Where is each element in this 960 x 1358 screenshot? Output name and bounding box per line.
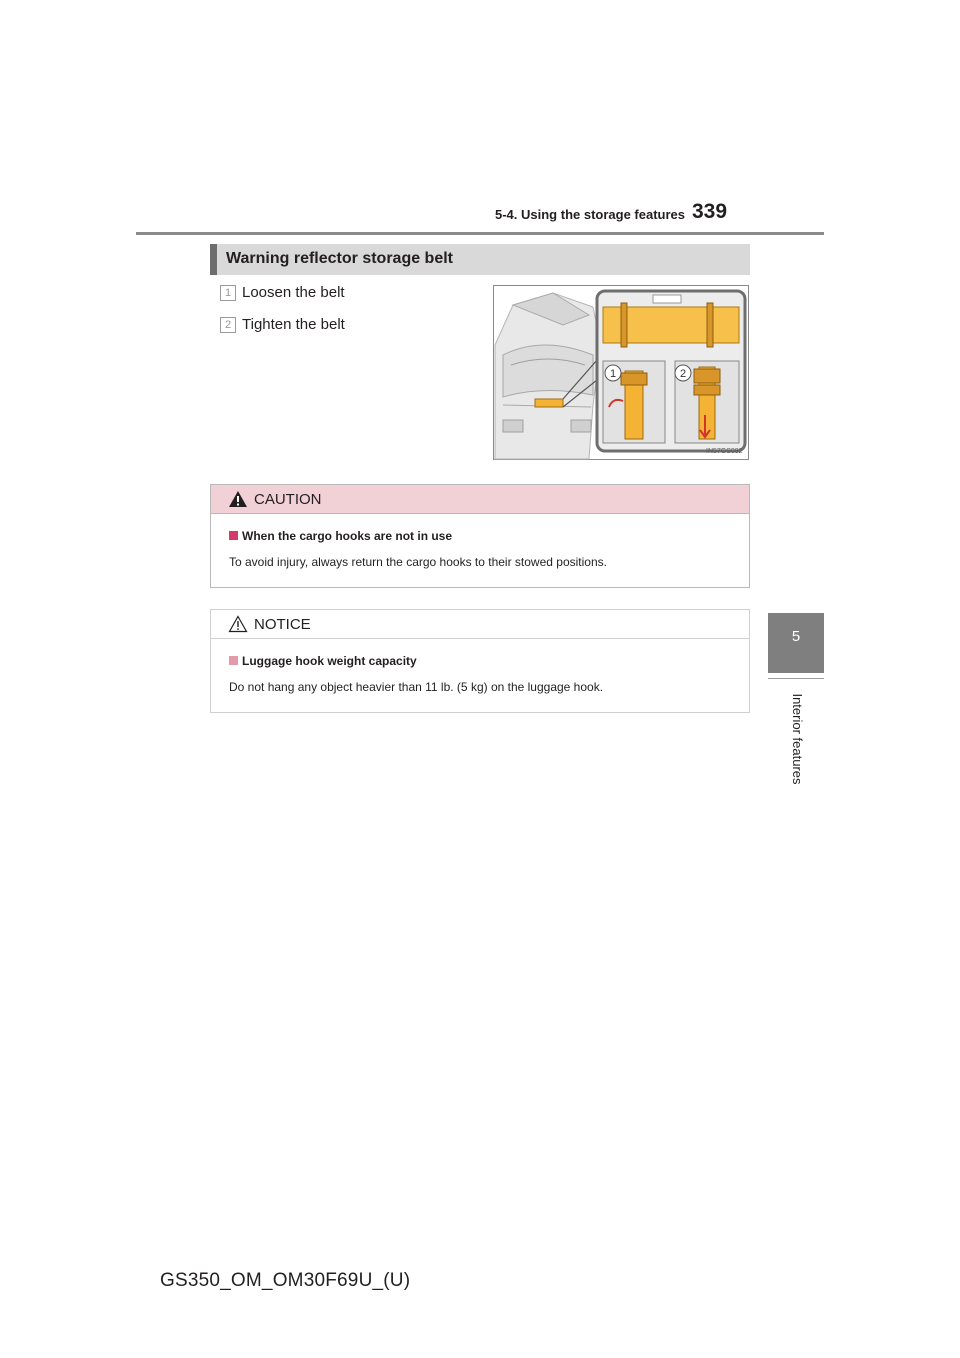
notice-item-heading-text: Luggage hook weight capacity (242, 654, 417, 668)
notice-box (210, 609, 750, 713)
caution-title: CAUTION (254, 491, 322, 508)
notice-item-heading (229, 654, 417, 668)
running-header: 5-4. Using the storage features (495, 207, 685, 222)
step-text-2: Tighten the belt (242, 316, 345, 333)
notice-item-text: Do not hang any object heavier than 11 lb. (5 kg) on the luggage hook. (229, 680, 604, 694)
chapter-tab: 5 (768, 613, 824, 673)
caution-item-text: To avoid injury, always return the cargo hooks to their stowed positions. (229, 555, 607, 569)
storage-belt-illustration (493, 285, 749, 460)
square-bullet-icon (229, 531, 238, 540)
page-number: 339 (692, 200, 728, 223)
square-bullet-icon (229, 656, 238, 665)
notice-title: NOTICE (254, 616, 311, 633)
notice-header (211, 610, 749, 639)
footer-document-code: GS350_OM_OM30F69U_(U) (160, 1270, 411, 1291)
header-rule (136, 232, 824, 235)
step-number-2: 2 (220, 317, 236, 333)
illustration-code: IN57GS082 (706, 448, 743, 455)
section-heading-accent (210, 244, 217, 275)
chapter-title-vertical: Interior features (790, 693, 805, 785)
warning-triangle-outline-icon (228, 615, 248, 633)
caution-item-heading-text: When the cargo hooks are not in use (242, 529, 453, 543)
step-number-1: 1 (220, 285, 236, 301)
caution-box (210, 484, 750, 588)
illustration-callout-1: 1 (609, 368, 617, 380)
section-title: Warning reflector storage belt (226, 250, 453, 267)
caution-header (211, 485, 749, 514)
illustration-callout-2: 2 (679, 368, 687, 380)
warning-triangle-icon (228, 490, 248, 508)
step-text-1: Loosen the belt (242, 284, 345, 301)
caution-item-heading (229, 529, 452, 543)
